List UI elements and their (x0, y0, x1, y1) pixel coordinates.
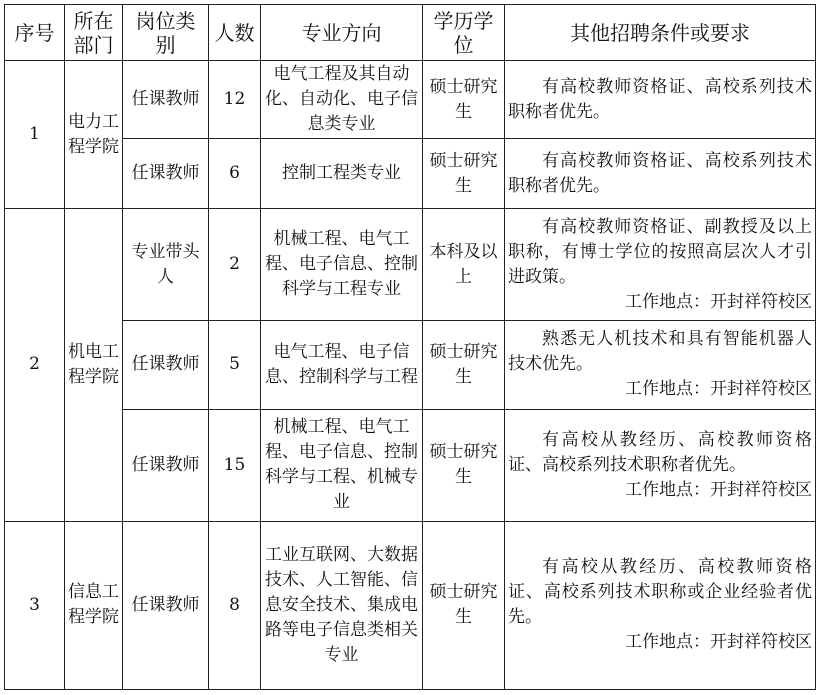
degree: 硕士研究生 (423, 321, 505, 409)
header-dept: 所在部门 (65, 5, 123, 61)
degree: 本科及以上 (423, 209, 505, 321)
job-type: 任课教师 (123, 409, 209, 521)
major-direction: 机械工程、电气工程、电子信息、控制科学与工程专业 (261, 209, 423, 321)
requirements (505, 521, 816, 689)
job-type: 任课教师 (123, 61, 209, 139)
header-row (5, 5, 816, 61)
work-location: 工作地点：开封祥符校区 (625, 379, 812, 400)
row-index: 2 (5, 209, 65, 521)
requirements (505, 321, 816, 409)
header-count: 人数 (209, 5, 261, 61)
headcount: 2 (209, 209, 261, 321)
dept-name: 机电工程学院 (65, 209, 123, 521)
headcount: 8 (209, 521, 261, 689)
table-row (5, 139, 816, 209)
work-location: 工作地点：开封祥符校区 (625, 632, 812, 653)
degree: 硕士研究生 (423, 61, 505, 139)
requirement-text: 有高校从教经历、高校教师资格证、高校系列技术职称者优先。 (508, 429, 812, 475)
header-type: 岗位类别 (123, 5, 209, 61)
row-index: 1 (5, 61, 65, 209)
major-direction: 机械工程、电气工程、电子信息、控制科学与工程、机械专业 (261, 409, 423, 521)
header-degree: 学历学位 (423, 5, 505, 61)
table-row (5, 61, 816, 139)
header-major: 专业方向 (261, 5, 423, 61)
header-requirements: 其他招聘条件或要求 (505, 5, 816, 61)
job-type: 任课教师 (123, 139, 209, 209)
header-index: 序号 (5, 5, 65, 61)
major-direction: 控制工程类专业 (261, 139, 423, 209)
table-row (5, 521, 816, 689)
headcount: 12 (209, 61, 261, 139)
degree: 硕士研究生 (423, 409, 505, 521)
work-location: 工作地点：开封祥符校区 (625, 291, 812, 312)
major-direction: 电气工程、电子信息、控制科学与工程 (261, 321, 423, 409)
table-row (5, 321, 816, 409)
table-row (5, 409, 816, 521)
requirements (505, 139, 816, 209)
requirements (505, 61, 816, 139)
job-type: 任课教师 (123, 521, 209, 689)
major-direction: 工业互联网、大数据技术、人工智能、信息安全技术、集成电路等电子信息类相关专业 (261, 521, 423, 689)
job-type: 任课教师 (123, 321, 209, 409)
requirement-text: 有高校从教经历、高校教师资格证、高校系列技术职称或企业经验者优先。 (508, 557, 812, 628)
dept-name: 信息工程学院 (65, 521, 123, 689)
row-index: 3 (5, 521, 65, 689)
work-location: 工作地点：开封祥符校区 (625, 479, 812, 500)
requirement-text: 有高校教师资格证、副教授及以上职称，有博士学位的按照高层次人才引进政策。 (508, 216, 812, 287)
recruitment-table (4, 4, 816, 690)
table-row (5, 209, 816, 321)
degree: 硕士研究生 (423, 521, 505, 689)
requirements (505, 209, 816, 321)
requirements (505, 409, 816, 521)
major-direction: 电气工程及其自动化、自动化、电子信息类专业 (261, 61, 423, 139)
headcount: 15 (209, 409, 261, 521)
headcount: 5 (209, 321, 261, 409)
requirement-text: 有高校教师资格证、高校系列技术职称者优先。 (508, 150, 812, 196)
requirement-text: 熟悉无人机技术和具有智能机器人技术优先。 (508, 329, 812, 375)
headcount: 6 (209, 139, 261, 209)
dept-name: 电力工程学院 (65, 61, 123, 209)
degree: 硕士研究生 (423, 139, 505, 209)
requirement-text: 有高校教师资格证、高校系列技术职称者优先。 (508, 76, 812, 122)
job-type: 专业带头人 (123, 209, 209, 321)
